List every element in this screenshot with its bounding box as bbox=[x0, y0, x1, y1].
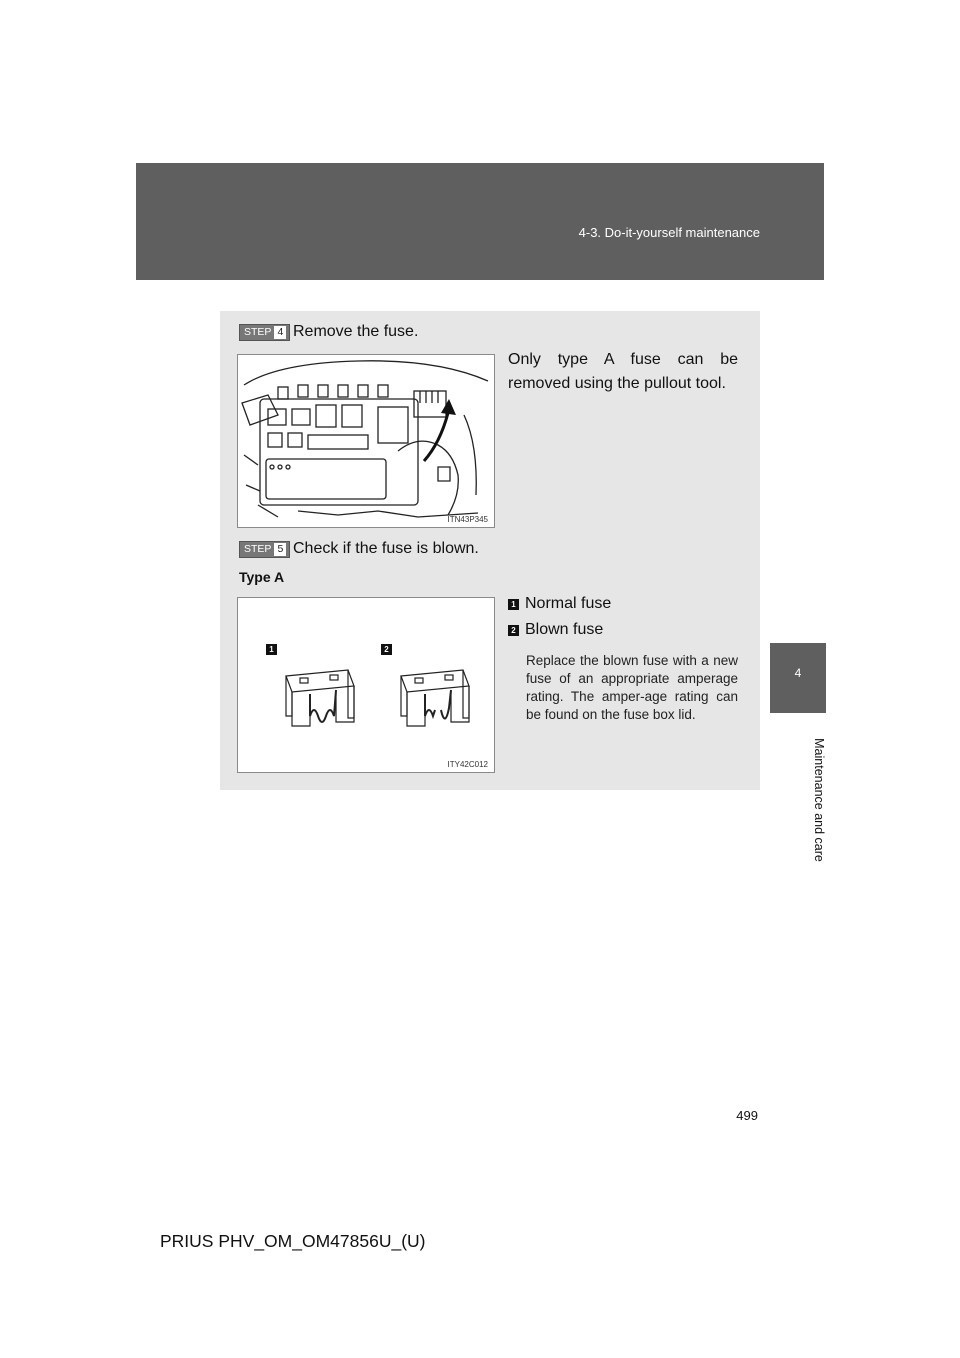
fuse-comparison-figure bbox=[237, 597, 495, 773]
fuse-box-figure-code: ITN43P345 bbox=[447, 515, 488, 524]
step-4-instruction: Remove the fuse. bbox=[293, 323, 419, 340]
blown-fuse-drawing bbox=[401, 670, 469, 726]
legend-2-badge: 2 bbox=[508, 625, 519, 636]
step-4-badge bbox=[239, 324, 290, 341]
legend-1-badge: 1 bbox=[508, 599, 519, 610]
fuse-box-figure bbox=[237, 354, 495, 528]
section-title: 4-3. Do-it-yourself maintenance bbox=[578, 225, 760, 240]
step-5-badge-word: STEP bbox=[244, 543, 272, 555]
fuse-comparison-figure-code: ITY42C012 bbox=[447, 760, 488, 769]
fuse-box-illustration bbox=[238, 355, 494, 527]
document-code: PRIUS PHV_OM_OM47856U_(U) bbox=[160, 1231, 426, 1251]
chapter-tab bbox=[770, 643, 826, 713]
step-4-badge-word: STEP bbox=[244, 326, 272, 338]
normal-fuse-drawing bbox=[286, 670, 354, 726]
callout-2-badge: 2 bbox=[381, 644, 392, 655]
step-5-badge-number: 5 bbox=[274, 543, 286, 556]
step-5-instruction: Check if the fuse is blown. bbox=[293, 540, 479, 557]
replacement-note: Replace the blown fuse with a new fuse of an appropriate amperage rating. The amper-age rating can be found on the fuse box lid. bbox=[526, 653, 738, 722]
chapter-number: 4 bbox=[794, 666, 802, 680]
header-band bbox=[136, 163, 824, 280]
step-4-description: Only type A fuse can be removed using the pullout tool. bbox=[508, 351, 738, 392]
callout-1-badge: 1 bbox=[266, 644, 277, 655]
step-5-badge bbox=[239, 541, 290, 558]
step-4-badge-number: 4 bbox=[274, 326, 286, 339]
legend-blown-fuse: Blown fuse bbox=[525, 621, 604, 638]
fuse-illustrations bbox=[238, 598, 494, 772]
chapter-label: Maintenance and care bbox=[812, 738, 826, 862]
page-number: 499 bbox=[736, 1108, 758, 1123]
legend-normal-fuse: Normal fuse bbox=[525, 595, 612, 612]
type-a-heading: Type A bbox=[239, 569, 285, 585]
